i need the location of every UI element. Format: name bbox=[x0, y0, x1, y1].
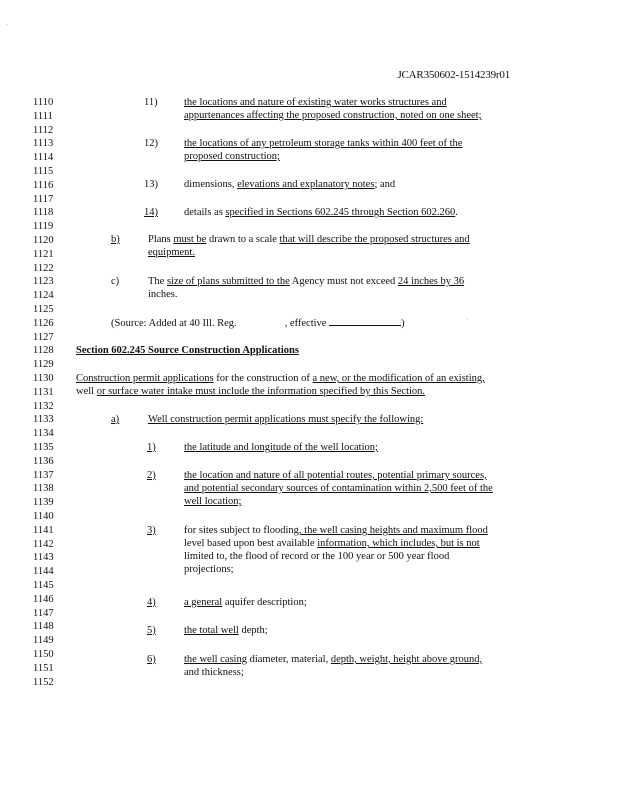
item-a-text: Well construction permit applications must specify the following: bbox=[148, 414, 424, 425]
item-c-text-d: 24 inches by 36 bbox=[397, 276, 465, 287]
subitem-3-line-2 bbox=[184, 537, 480, 550]
source-note bbox=[111, 316, 405, 330]
line-number: 1141 bbox=[33, 524, 54, 536]
subitem-2-text-d: potential secondary sources bbox=[201, 483, 318, 494]
line-number: 1111 bbox=[33, 110, 53, 122]
line-number: 1146 bbox=[33, 593, 54, 605]
line-number: 1152 bbox=[33, 676, 54, 688]
line-number: 1112 bbox=[33, 124, 54, 136]
stray-mark-top-left: . bbox=[7, 21, 9, 27]
subitem-2-text-b: primary sources, bbox=[416, 470, 487, 481]
item-13-line-1 bbox=[184, 178, 395, 191]
source-note-part-c: ) bbox=[401, 318, 405, 329]
subitem-5-line-1 bbox=[184, 624, 268, 637]
subitem-6-line-1 bbox=[184, 653, 482, 666]
item-b-line-1 bbox=[148, 233, 470, 246]
item-b-text-c: drawn to a scale bbox=[206, 234, 280, 245]
subitem-1-number: 1) bbox=[147, 442, 156, 453]
line-number: 1123 bbox=[33, 276, 54, 288]
item-14-text-b: specified in Sections 602.245 through Section 602.260 bbox=[225, 207, 456, 218]
line-number: 1145 bbox=[33, 580, 54, 591]
subitem-6-number: 6) bbox=[147, 654, 156, 665]
item-13-number: 13) bbox=[144, 179, 158, 190]
item-13-text-a: dimensions, bbox=[184, 179, 238, 190]
subitem-4-text-b: aquifer description; bbox=[222, 597, 307, 608]
stray-mark-right: ' bbox=[467, 318, 469, 324]
line-number: 1130 bbox=[33, 373, 54, 384]
document-id-header: JCAR350602-1514239r01 bbox=[397, 69, 510, 81]
line-number: 1118 bbox=[33, 207, 54, 219]
section-intro-line-2 bbox=[76, 385, 425, 398]
subitem-2-text-e: of contamination within 2,500 feet of the bbox=[317, 483, 493, 494]
subitem-3-line-4: projections; bbox=[184, 564, 234, 575]
line-number: 1127 bbox=[33, 331, 54, 343]
subitem-2-number: 2) bbox=[147, 470, 156, 481]
subitem-4-line-1 bbox=[184, 596, 307, 609]
item-c-line-1 bbox=[148, 275, 464, 288]
subitem-3-line-3: limited to, the flood of record or the 100 year or 500 year flood bbox=[184, 551, 450, 562]
intro-text-e: or surface water intake must include the information specified by this Section. bbox=[96, 386, 426, 397]
item-c-text-b: size of plans submitted to the bbox=[166, 276, 290, 287]
line-number: 1137 bbox=[33, 469, 54, 481]
line-number: 1121 bbox=[33, 248, 54, 260]
source-note-part-b: , effective bbox=[284, 318, 327, 329]
line-number: 1136 bbox=[33, 455, 54, 467]
line-number: 1113 bbox=[33, 138, 54, 150]
item-11-line-1: the locations and nature of existing water works structures and bbox=[184, 97, 447, 108]
subitem-2-line-1 bbox=[184, 469, 487, 482]
intro-text-c: a new, or the modification of an existing, bbox=[312, 373, 485, 384]
line-number: 1115 bbox=[33, 166, 54, 177]
item-c-line-2: inches. bbox=[148, 289, 178, 300]
item-c-number: c) bbox=[111, 276, 120, 287]
line-number: 1149 bbox=[33, 635, 54, 647]
line-number: 1122 bbox=[33, 262, 54, 274]
item-13-text-c: ; and bbox=[374, 179, 396, 190]
item-b-text-d: that will describe the proposed structures and bbox=[279, 234, 470, 245]
line-number: 1119 bbox=[33, 221, 54, 233]
subitem-5-text-c: depth; bbox=[238, 625, 268, 636]
subitem-3-line-1 bbox=[184, 524, 488, 537]
subitem-6-text-c: depth, weight, height above ground, bbox=[330, 654, 483, 665]
item-c-text-c: Agency must not exceed bbox=[289, 276, 398, 287]
subitem-2-line-2 bbox=[184, 482, 493, 495]
subitem-3-number: 3) bbox=[147, 525, 156, 536]
subitem-2-line-3: well location; bbox=[184, 496, 242, 507]
line-number: 1143 bbox=[33, 552, 54, 564]
line-number: 1139 bbox=[33, 497, 54, 509]
subitem-4-number: 4) bbox=[147, 597, 156, 608]
item-14-number: 14) bbox=[144, 207, 158, 218]
line-number: 1150 bbox=[33, 649, 54, 660]
subitem-6-line-2: and thickness; bbox=[184, 667, 244, 678]
line-number: 1138 bbox=[33, 483, 54, 495]
intro-text-d: well bbox=[76, 386, 97, 397]
item-12-line-1: the locations of any petroleum storage tanks within 400 feet of the bbox=[184, 138, 463, 149]
item-b-line-2: equipment. bbox=[148, 247, 195, 258]
item-11-line-2: appurtenances affecting the proposed construction, noted on one sheet; bbox=[184, 110, 482, 121]
effective-date-blank bbox=[329, 316, 401, 326]
line-number: 1120 bbox=[33, 235, 54, 246]
item-13-text-b: elevations and explanatory notes bbox=[237, 179, 375, 190]
subitem-5-text-b: well bbox=[220, 625, 239, 636]
subitem-6-text-b: diameter, material, bbox=[246, 654, 331, 665]
intro-text-a: Construction permit applications bbox=[76, 373, 214, 384]
line-number: 1116 bbox=[33, 179, 54, 191]
line-number: 1114 bbox=[33, 152, 54, 164]
section-title: Section 602.245 Source Construction Applications bbox=[76, 345, 299, 356]
section-intro-line-1 bbox=[76, 372, 485, 385]
source-note-part-a: (Source: Added at 40 Ill. Reg. bbox=[111, 318, 237, 329]
subitem-6-text-a: the well casing bbox=[184, 654, 247, 665]
subitem-4-text-a: a general bbox=[184, 597, 223, 608]
subitem-3-text-b: , the well casing heights and maximum flood bbox=[298, 525, 488, 536]
line-number: 1142 bbox=[33, 538, 54, 550]
item-12-line-2: proposed construction; bbox=[184, 151, 280, 162]
line-number: 1125 bbox=[33, 304, 54, 315]
subitem-5-number: 5) bbox=[147, 625, 156, 636]
item-b-text-a: Plans bbox=[148, 234, 174, 245]
item-b-text-b: must be bbox=[173, 234, 207, 245]
item-b-number: b) bbox=[111, 234, 120, 245]
line-number: 1128 bbox=[33, 345, 54, 357]
item-11-number: 11) bbox=[144, 97, 158, 108]
item-12-number: 12) bbox=[144, 138, 158, 149]
line-number: 1135 bbox=[33, 442, 54, 453]
item-14-line-1 bbox=[184, 206, 458, 219]
subitem-3-text-c: level based upon best available bbox=[184, 538, 318, 549]
subitem-1-line-1: the latitude and longitude of the well location; bbox=[184, 442, 378, 453]
line-number: 1144 bbox=[33, 566, 54, 578]
line-number: 1110 bbox=[33, 97, 54, 108]
line-number: 1151 bbox=[33, 662, 54, 674]
subitem-5-text-a: the total bbox=[184, 625, 221, 636]
intro-text-b: for the construction of bbox=[213, 373, 313, 384]
line-number: 1129 bbox=[33, 359, 54, 371]
item-a-number: a) bbox=[111, 414, 120, 425]
item-14-text-c: . bbox=[455, 207, 458, 218]
subitem-3-text-a: for sites subject to flooding bbox=[184, 525, 299, 536]
line-number: 1124 bbox=[33, 290, 54, 302]
line-number: 1131 bbox=[33, 386, 54, 398]
line-number: 1117 bbox=[33, 193, 54, 205]
item-c-text-a: The bbox=[148, 276, 167, 287]
line-number: 1132 bbox=[33, 400, 54, 412]
line-number: 1134 bbox=[33, 428, 54, 440]
subitem-2-text-a: the location and nature of all potential routes, potential bbox=[184, 470, 417, 481]
item-14-text-a: details as bbox=[184, 207, 226, 218]
subitem-3-text-d: information, which includes, but is not bbox=[317, 538, 480, 549]
line-number: 1148 bbox=[33, 621, 54, 633]
line-number: 1133 bbox=[33, 414, 54, 426]
line-number: 1147 bbox=[33, 607, 54, 619]
line-number: 1140 bbox=[33, 511, 54, 522]
subitem-2-text-c: and bbox=[184, 483, 202, 494]
line-number: 1126 bbox=[33, 317, 54, 329]
